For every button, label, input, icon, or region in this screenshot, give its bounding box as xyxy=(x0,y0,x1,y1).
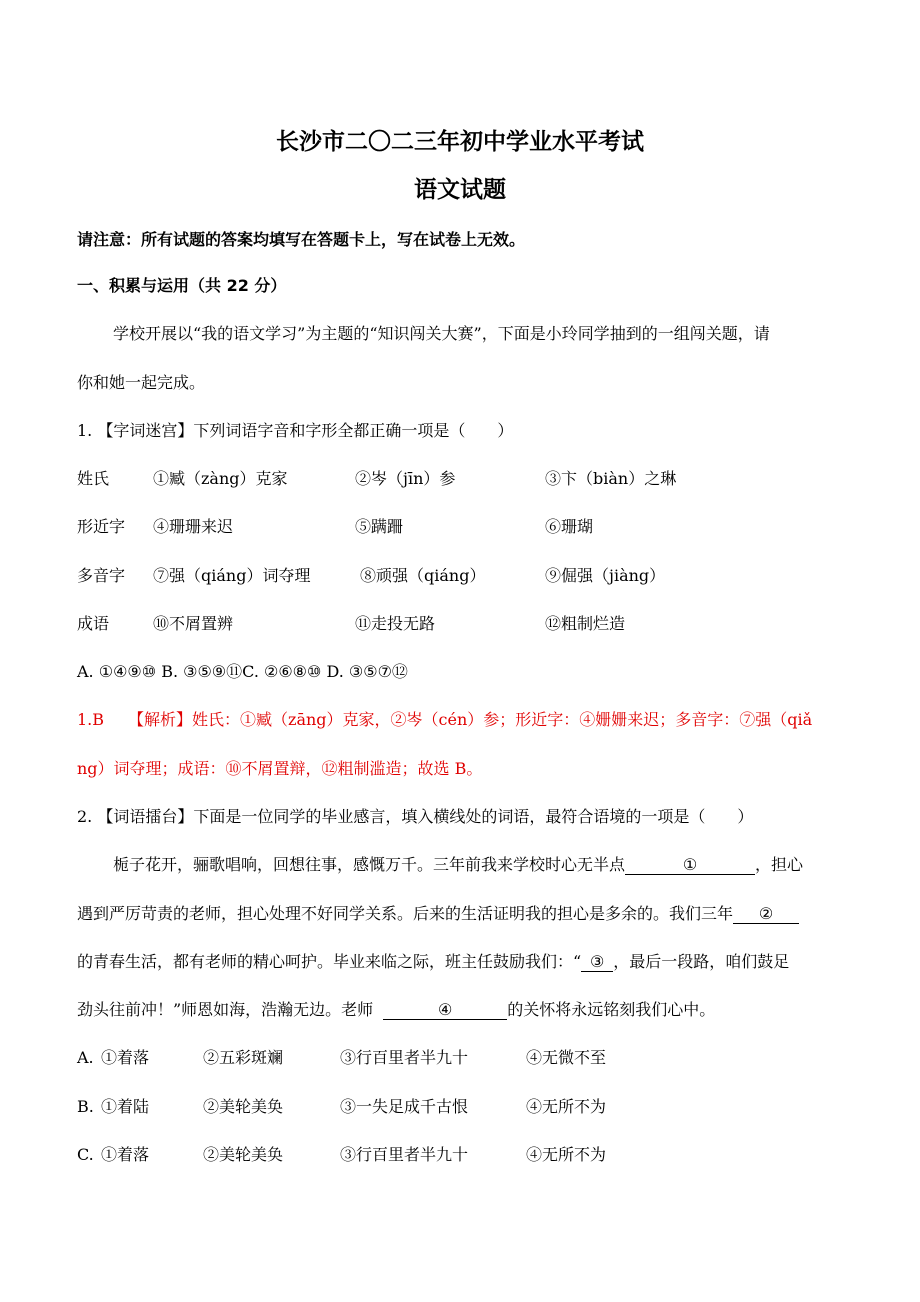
q1-item: ⑩不屑置辨 xyxy=(153,614,234,633)
option-item: ①着落 xyxy=(101,1145,150,1164)
exam-subtitle: 语文试题 xyxy=(414,177,506,203)
question-2-stem: 2. 【词语擂台】下面是一位同学的毕业感言，填入横线处的词语，最符合语境的一项是（ ） xyxy=(77,807,754,826)
question-1-options: A. ①④⑨⑩ B. ③⑤⑨⑪C. ②⑥⑧⑩ D. ③⑤⑦⑫ xyxy=(77,662,408,681)
option-item: ④无所不为 xyxy=(526,1097,607,1116)
option-item: ②五彩斑斓 xyxy=(203,1048,284,1067)
question-1-answer: 1.B 【解析】姓氏：①臧（zāng）克家，②岑（cén）参；形近字：④姗姗来迟；多音字：⑦强（qiǎ xyxy=(77,710,813,729)
q1-item: ⑥珊瑚 xyxy=(545,517,594,536)
q1-item: ⑦强（qiáng）词夺理 xyxy=(153,566,311,585)
q1-item: ①臧（zàng）克家 xyxy=(153,469,288,488)
passage-line: 劲头往前冲！”师恩如海，浩瀚无边。老师 ④ 的关怀将永远铭刻我们心中。 xyxy=(77,1000,716,1019)
option-item: ③行百里者半九十 xyxy=(340,1145,469,1164)
q1-row-label: 成语 xyxy=(77,614,110,633)
question-1-answer-continued: ng）词夺理；成语：⑩不屑置辩，⑫粗制滥造；故选 B。 xyxy=(77,759,483,778)
option-item: ②美轮美奂 xyxy=(203,1145,284,1164)
q1-item: ⑤蹒跚 xyxy=(355,517,404,536)
passage-line: 的青春生活，都有老师的精心呵护。毕业来临之际，班主任鼓励我们：“ ③ ，最后一段路，咱们鼓足 xyxy=(77,952,790,971)
option-item: ④无微不至 xyxy=(526,1048,607,1067)
q1-item: ⑨倔强（jiàng） xyxy=(545,566,666,585)
exam-title: 长沙市二〇二三年初中学业水平考试 xyxy=(276,129,644,155)
option-letter: C. xyxy=(77,1145,94,1164)
q1-item: ⑫粗制烂造 xyxy=(545,614,626,633)
q1-item: ④珊珊来迟 xyxy=(153,517,234,536)
option-letter: A. xyxy=(77,1048,94,1067)
passage-line: 遇到严厉苛责的老师，担心处理不好同学关系。后来的生活证明我的担心是多余的。我们三年 ② xyxy=(77,904,799,924)
section-heading: 一、积累与运用（共 22 分） xyxy=(77,276,287,295)
q1-item: ②岑（jīn）参 xyxy=(355,469,456,488)
option-letter: B. xyxy=(77,1097,94,1116)
option-item: ④无所不为 xyxy=(526,1145,607,1164)
q1-item: ③卞（biàn）之琳 xyxy=(545,469,677,488)
q1-row-label: 姓氏 xyxy=(77,469,110,488)
q1-row-label: 多音字 xyxy=(77,566,126,585)
option-item: ③行百里者半九十 xyxy=(340,1048,469,1067)
answer-blank-3[interactable]: ③ xyxy=(581,953,613,972)
q1-item: ⑧顽强（qiáng） xyxy=(360,566,486,585)
notice: 请注意：所有试题的答案均填写在答题卡上，写在试卷上无效。 xyxy=(77,230,526,249)
option-item: ①着陆 xyxy=(101,1097,150,1116)
answer-blank-2[interactable]: ② xyxy=(733,905,799,924)
question-1-stem: 1. 【字词迷宫】下列词语字音和字形全都正确一项是（ ） xyxy=(77,421,514,440)
option-item: ③一失足成千古恨 xyxy=(340,1097,469,1116)
passage-line: 栀子花开，骊歌唱响，回想往事，感慨万千。三年前我来学校时心无半点 ① ，担心 xyxy=(113,855,804,874)
intro-text: 学校开展以“我的语文学习”为主题的“知识闯关大赛”，下面是小玲同学抽到的一组闯关题，请 xyxy=(113,324,770,343)
q1-row-label: 形近字 xyxy=(77,517,126,536)
q1-item: ⑪走投无路 xyxy=(355,614,436,633)
answer-blank-4[interactable]: ④ xyxy=(383,1001,507,1020)
answer-blank-1[interactable]: ① xyxy=(625,856,755,875)
option-item: ①着落 xyxy=(101,1048,150,1067)
option-item: ②美轮美奂 xyxy=(203,1097,284,1116)
intro-text-continued: 你和她一起完成。 xyxy=(77,373,206,392)
